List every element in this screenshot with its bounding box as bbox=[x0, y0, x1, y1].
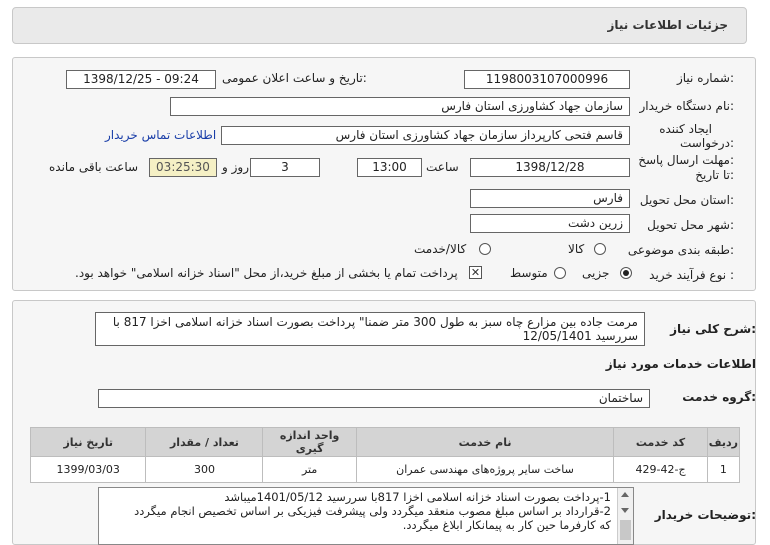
deadline-date-field[interactable]: 1398/12/28 bbox=[470, 158, 630, 177]
days-field[interactable]: 3 bbox=[250, 158, 320, 177]
creator-field[interactable]: قاسم فتحی کارپرداز سازمان جهاد کشاورزی استان فارس bbox=[221, 126, 630, 145]
time-label: ساعت bbox=[426, 160, 459, 174]
service-group-label: گروه خدمت: bbox=[682, 390, 756, 404]
cell-unit: متر bbox=[263, 457, 356, 483]
buyer-org-field[interactable]: سازمان جهاد کشاورزی استان فارس bbox=[170, 97, 630, 116]
notes-scrollbar[interactable] bbox=[617, 488, 633, 545]
service-group-field[interactable]: ساختمان bbox=[98, 389, 650, 408]
col-row: ردیف bbox=[707, 428, 739, 457]
process-radio-medium[interactable] bbox=[554, 267, 566, 279]
deadline-time-field[interactable]: 13:00 bbox=[357, 158, 422, 177]
notes-line: 1-پرداخت بصورت اسناد خزانه اسلامی اخزا 817با سررسید 1401/05/12میباشد bbox=[224, 490, 611, 504]
payment-note: پرداخت تمام یا بخشی از مبلغ خرید،از محل "اسناد خزانه اسلامی" خواهد بود. bbox=[75, 266, 458, 280]
process-option-minor: جزیی bbox=[582, 266, 610, 280]
notes-line: 2-قرارداد بر اساس مبلغ مصوب منعقد میگردد ولی پیشرفت فیزیکی بر اساس تخصیص انجام میگردد bbox=[134, 504, 611, 518]
col-unit: واحد اندازه گیری bbox=[263, 428, 356, 457]
announce-label: تاریخ و ساعت اعلان عمومی: bbox=[222, 71, 367, 85]
services-table bbox=[30, 427, 740, 483]
deadline-label-line1: مهلت ارسال پاسخ: bbox=[638, 153, 734, 167]
scroll-up-icon[interactable] bbox=[621, 492, 629, 497]
cell-row: 1 bbox=[707, 457, 739, 483]
category-label: طبقه بندی موضوعی: bbox=[627, 243, 734, 257]
cell-need-date: 1399/03/03 bbox=[31, 457, 146, 483]
notes-line: که کارفرما حین کار به پیمانکار ابلاغ میگردد. bbox=[402, 518, 611, 532]
page-header bbox=[12, 7, 747, 44]
remaining-time-field: 03:25:30 bbox=[149, 158, 217, 177]
col-quantity: تعداد / مقدار bbox=[146, 428, 263, 457]
summary-text: مرمت جاده بین مزارع چاه سبز به طول 300 متر ضمنا" پرداخت بصورت اسناد خزانه اسلامی اخزا 817 با سررسید 12/05/1401 bbox=[95, 312, 645, 346]
scroll-thumb[interactable] bbox=[620, 520, 631, 540]
buyer-notes-label: توضیحات خریدار: bbox=[654, 508, 756, 522]
province-label: استان محل تحویل: bbox=[639, 193, 734, 207]
category-radio-goods[interactable] bbox=[594, 243, 606, 255]
city-field[interactable]: زرین دشت bbox=[470, 214, 630, 233]
summary-label: شرح کلی نیاز: bbox=[670, 322, 756, 336]
deadline-label-line2: تا تاریخ: bbox=[695, 168, 734, 182]
creator-label-line2: درخواست: bbox=[680, 136, 734, 150]
province-field[interactable]: فارس bbox=[470, 189, 630, 208]
cell-service-code: ج-42-429 bbox=[614, 457, 708, 483]
page-title: جزئیات اطلاعات نیاز bbox=[607, 18, 728, 32]
col-service-code: کد خدمت bbox=[614, 428, 708, 457]
days-label: روز و bbox=[222, 160, 249, 174]
scroll-down-icon[interactable] bbox=[621, 508, 629, 513]
col-service-name: نام خدمت bbox=[356, 428, 614, 457]
buyer-notes-textarea[interactable] bbox=[98, 487, 634, 545]
cell-quantity: 300 bbox=[146, 457, 263, 483]
need-number-field[interactable]: 1198003107000996 bbox=[464, 70, 630, 89]
cell-service-name: ساخت سایر پروژه‌های مهندسی عمران bbox=[356, 457, 614, 483]
creator-label-line1: ایجاد کننده bbox=[659, 122, 712, 136]
need-number-label: شماره نیاز: bbox=[676, 71, 734, 85]
process-option-medium: متوسط bbox=[510, 266, 548, 280]
buyer-org-label: نام دستگاه خریدار: bbox=[639, 99, 734, 113]
category-option-goods: کالا bbox=[568, 242, 585, 256]
city-label: شهر محل تحویل: bbox=[647, 218, 734, 232]
buyer-contact-link[interactable]: اطلاعات تماس خریدار bbox=[105, 128, 217, 142]
announce-field[interactable]: 1398/12/25 - 09:24 bbox=[66, 70, 216, 89]
remaining-label: ساعت باقی مانده bbox=[49, 160, 139, 174]
process-label: نوع فرآیند خرید : bbox=[649, 268, 734, 282]
table-row bbox=[31, 457, 740, 483]
services-title: اطلاعات خدمات مورد نیاز bbox=[605, 357, 756, 371]
buyer-notes-text bbox=[103, 490, 611, 532]
category-option-goods-service: کالا/خدمت bbox=[414, 242, 467, 256]
payment-checkbox[interactable]: ✕ bbox=[470, 266, 481, 279]
process-radio-minor[interactable] bbox=[620, 267, 632, 279]
col-need-date: تاریخ نیاز bbox=[31, 428, 146, 457]
category-radio-goods-service[interactable] bbox=[479, 243, 491, 255]
